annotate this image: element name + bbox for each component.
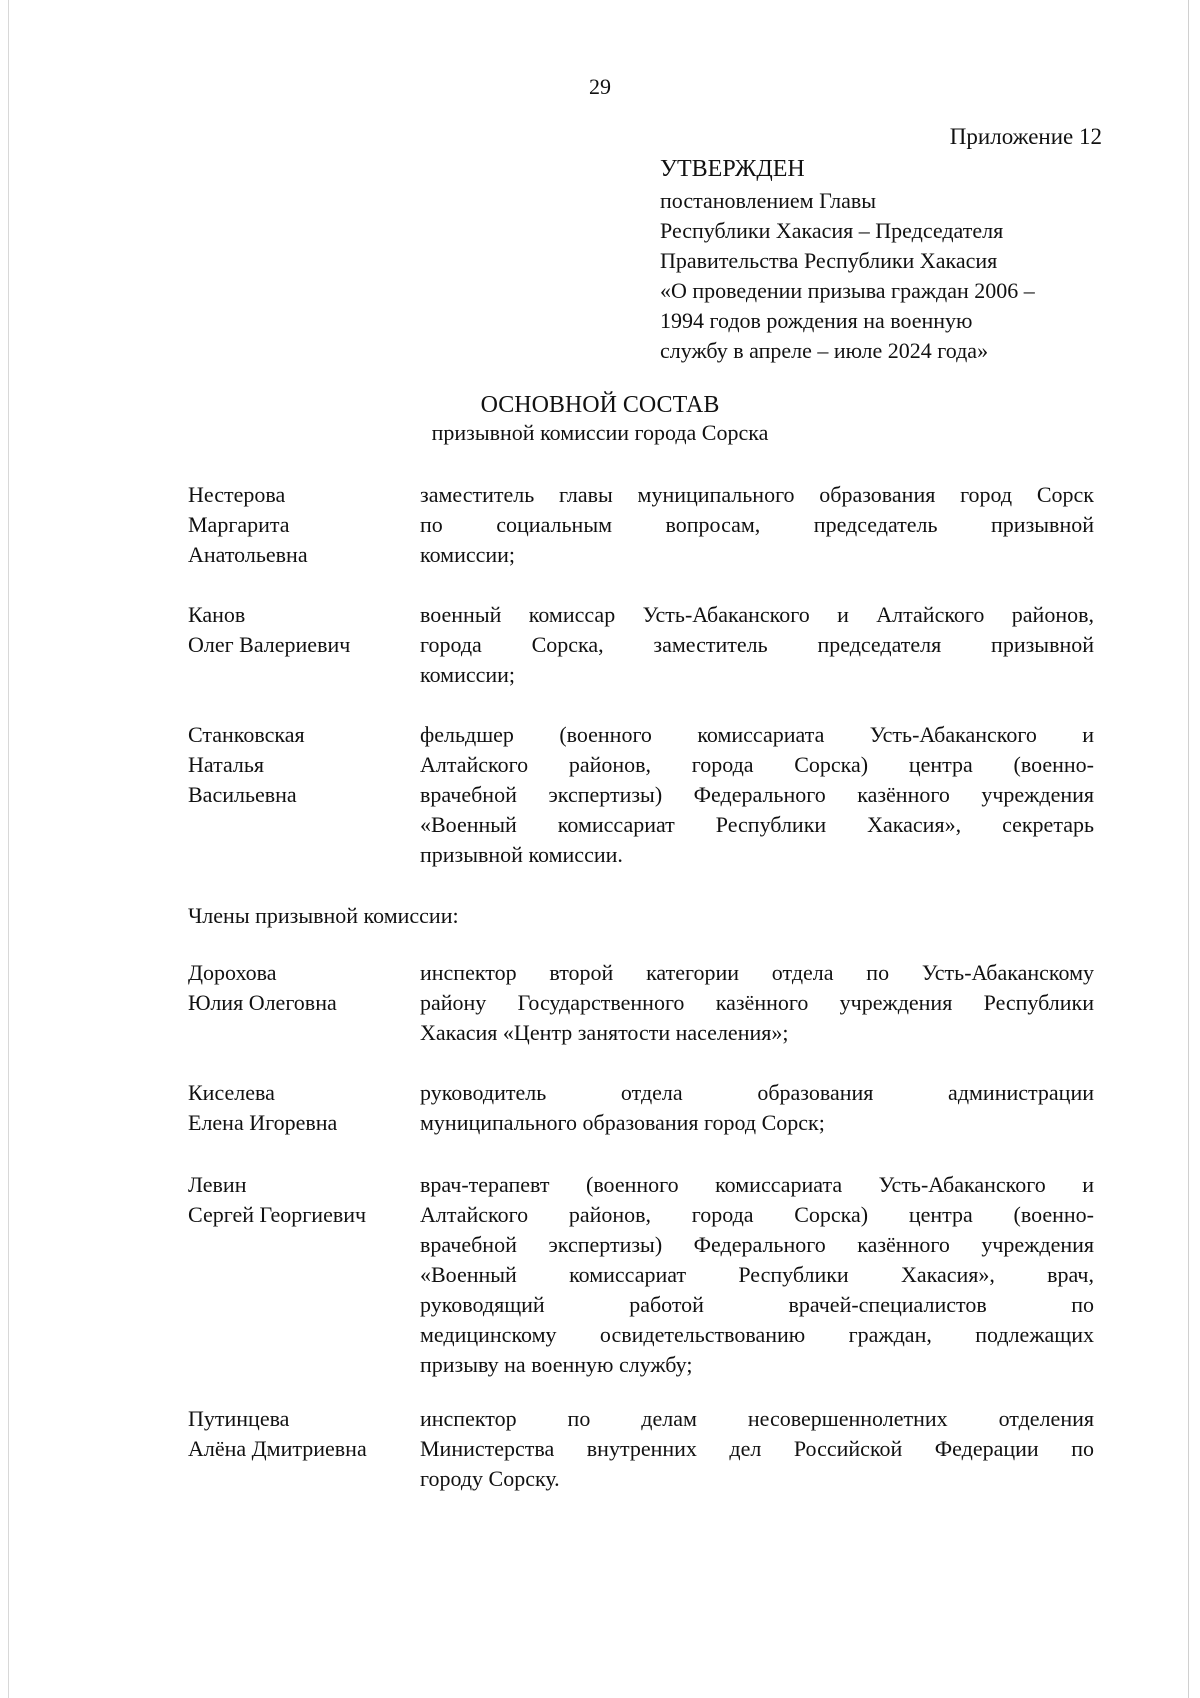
role-line: комиссии; [420, 662, 516, 687]
first-name: Юлия Олеговна [188, 990, 337, 1015]
role-line: руководитель отдела образования администрации [420, 1080, 1094, 1105]
role-line: району Государственного казённого учреждения Республики [420, 990, 1094, 1015]
person-role [420, 720, 1094, 870]
person-name [188, 600, 418, 660]
person-role [420, 1170, 1094, 1380]
person-name [188, 958, 418, 1018]
approval-block [660, 152, 1100, 366]
person-role [420, 1078, 1094, 1138]
role-line: врач-терапевт (военного комиссариата Усть-Абаканского и [420, 1172, 1094, 1197]
person-name [188, 1404, 418, 1464]
person-role [420, 1404, 1094, 1494]
patronymic: Анатольевна [188, 542, 308, 567]
surname: Путинцева [188, 1406, 290, 1431]
role-line: городу Сорску. [420, 1466, 560, 1491]
role-line: врачебной экспертизы) Федерального казённого учреждения [420, 1232, 1094, 1257]
role-line: Алтайского районов, города Сорска) центра (военно- [420, 752, 1094, 777]
person-name [188, 1078, 418, 1138]
approval-line: «О проведении призыва граждан 2006 – [660, 278, 1035, 303]
appendix-label: Приложение 12 [949, 124, 1102, 149]
role-line: заместитель главы муниципального образования город Сорск [420, 482, 1094, 507]
first-name: Сергей Георгиевич [188, 1202, 367, 1227]
role-line: фельдшер (военного комиссариата Усть-Абаканского и [420, 722, 1094, 747]
scan-edge-right [1188, 0, 1189, 1698]
role-line: призыву на военную службу; [420, 1352, 693, 1377]
document-title: ОСНОВНОЙ СОСТАВ [480, 392, 720, 418]
approval-line: постановлением Главы [660, 188, 877, 213]
first-name: Наталья [188, 752, 265, 777]
role-line: руководящий работой врачей-специалистов по [420, 1292, 1094, 1317]
first-name: Олег Валериевич [188, 632, 351, 657]
role-line: врачебной экспертизы) Федерального казённого учреждения [420, 782, 1094, 807]
person-name [188, 720, 418, 810]
approval-line: службу в апреле – июле 2024 года» [660, 338, 989, 363]
role-line: инспектор по делам несовершеннолетних отделения [420, 1406, 1094, 1431]
approval-title: УТВЕРЖДЕН [660, 156, 805, 182]
role-line: Хакасия «Центр занятости населения»; [420, 1020, 789, 1045]
role-line: по социальным вопросам, председатель призывной [420, 512, 1094, 537]
role-line: военный комиссар Усть-Абаканского и Алтайского районов, [420, 602, 1094, 627]
scan-edge-left [8, 0, 9, 1698]
approval-line: Республики Хакасия – Председателя [660, 218, 1004, 243]
document-subtitle: призывной комиссии города Сорска [431, 420, 769, 445]
person-role [420, 600, 1094, 690]
approval-line: 1994 годов рождения на военную [660, 308, 973, 333]
first-name: Алёна Дмитриевна [188, 1436, 367, 1461]
surname: Нестерова [188, 482, 286, 507]
patronymic: Васильевна [188, 782, 297, 807]
role-line: муниципального образования город Сорск; [420, 1110, 825, 1135]
members-heading: Члены призывной комиссии: [188, 903, 459, 928]
person-role [420, 958, 1094, 1048]
role-line: «Военный комиссариат Республики Хакасия», врач, [420, 1262, 1094, 1287]
role-line: «Военный комиссариат Республики Хакасия», секретарь [420, 812, 1094, 837]
role-line: медицинскому освидетельствованию граждан, подлежащих [420, 1322, 1094, 1347]
role-line: города Сорска, заместитель председателя призывной [420, 632, 1094, 657]
surname: Дорохова [188, 960, 277, 985]
role-line: инспектор второй категории отдела по Усть-Абаканскому [420, 960, 1094, 985]
role-line: Алтайского районов, города Сорска) центра (военно- [420, 1202, 1094, 1227]
page-number: 29 [589, 74, 611, 99]
role-line: призывной комиссии. [420, 842, 623, 867]
first-name: Елена Игоревна [188, 1110, 338, 1135]
approval-line: Правительства Республики Хакасия [660, 248, 998, 273]
role-line: Министерства внутренних дел Российской Федерации по [420, 1436, 1094, 1461]
person-role [420, 480, 1094, 570]
surname: Киселева [188, 1080, 275, 1105]
first-name: Маргарита [188, 512, 290, 537]
surname: Станковская [188, 722, 305, 747]
person-name [188, 1170, 418, 1230]
role-line: комиссии; [420, 542, 516, 567]
surname: Левин [188, 1172, 247, 1197]
person-name [188, 480, 418, 570]
surname: Канов [188, 602, 246, 627]
